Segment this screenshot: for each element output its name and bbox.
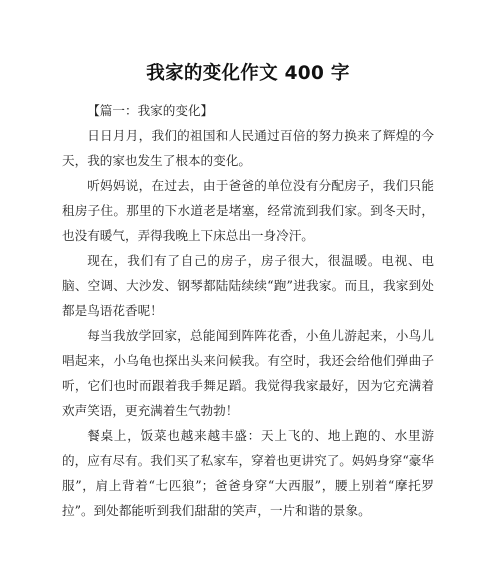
paragraph-5: 餐桌上，饭菜也越来越丰盛：天上飞的、地上跑的、水里游的，应有尽有。我们买了私家车，穿着也更讲究了。妈妈身穿“豪华服”，肩上背着“七匹狼”；爸爸身穿“大西服”，腰上别着“摩托罗拉”。到处都能听到我们甜甜的笑声，一片和谐的景象。: [62, 428, 434, 518]
paragraph-4: 每当我放学回家，总能闻到阵阵花香，小鱼儿游起来，小鸟儿唱起来，小乌龟也探出头来问候我。有空时，我还会给他们弹曲子听，它们也时而跟着我手舞足蹈。我觉得我家最好，因为它充满着欢声笑语，更充满着生气勃勃！: [62, 328, 434, 418]
paragraph-2: 听妈妈说，在过去，由于爸爸的单位没有分配房子，我们只能租房子住。那里的下水道老是堵塞，经常流到我们家。到冬天时，也没有暖气，弄得我晚上下床总出一身冷汗。: [62, 178, 434, 243]
document-body: [62, 98, 434, 523]
paragraph-3: 现在，我们有了自己的房子，房子很大，很温暖。电视、电脑、空调、大沙发、钢琴都陆陆续续“跑”进我家。而且，我家到处都是鸟语花香呢！: [62, 253, 434, 318]
paragraph-1: 日日月月，我们的祖国和人民通过百倍的努力换来了辉煌的今天，我的家也发生了根本的变化。: [62, 128, 434, 168]
section-heading: 【篇一：我家的变化】: [87, 103, 214, 118]
document-title: 我家的变化作文 400 字: [146, 63, 350, 84]
